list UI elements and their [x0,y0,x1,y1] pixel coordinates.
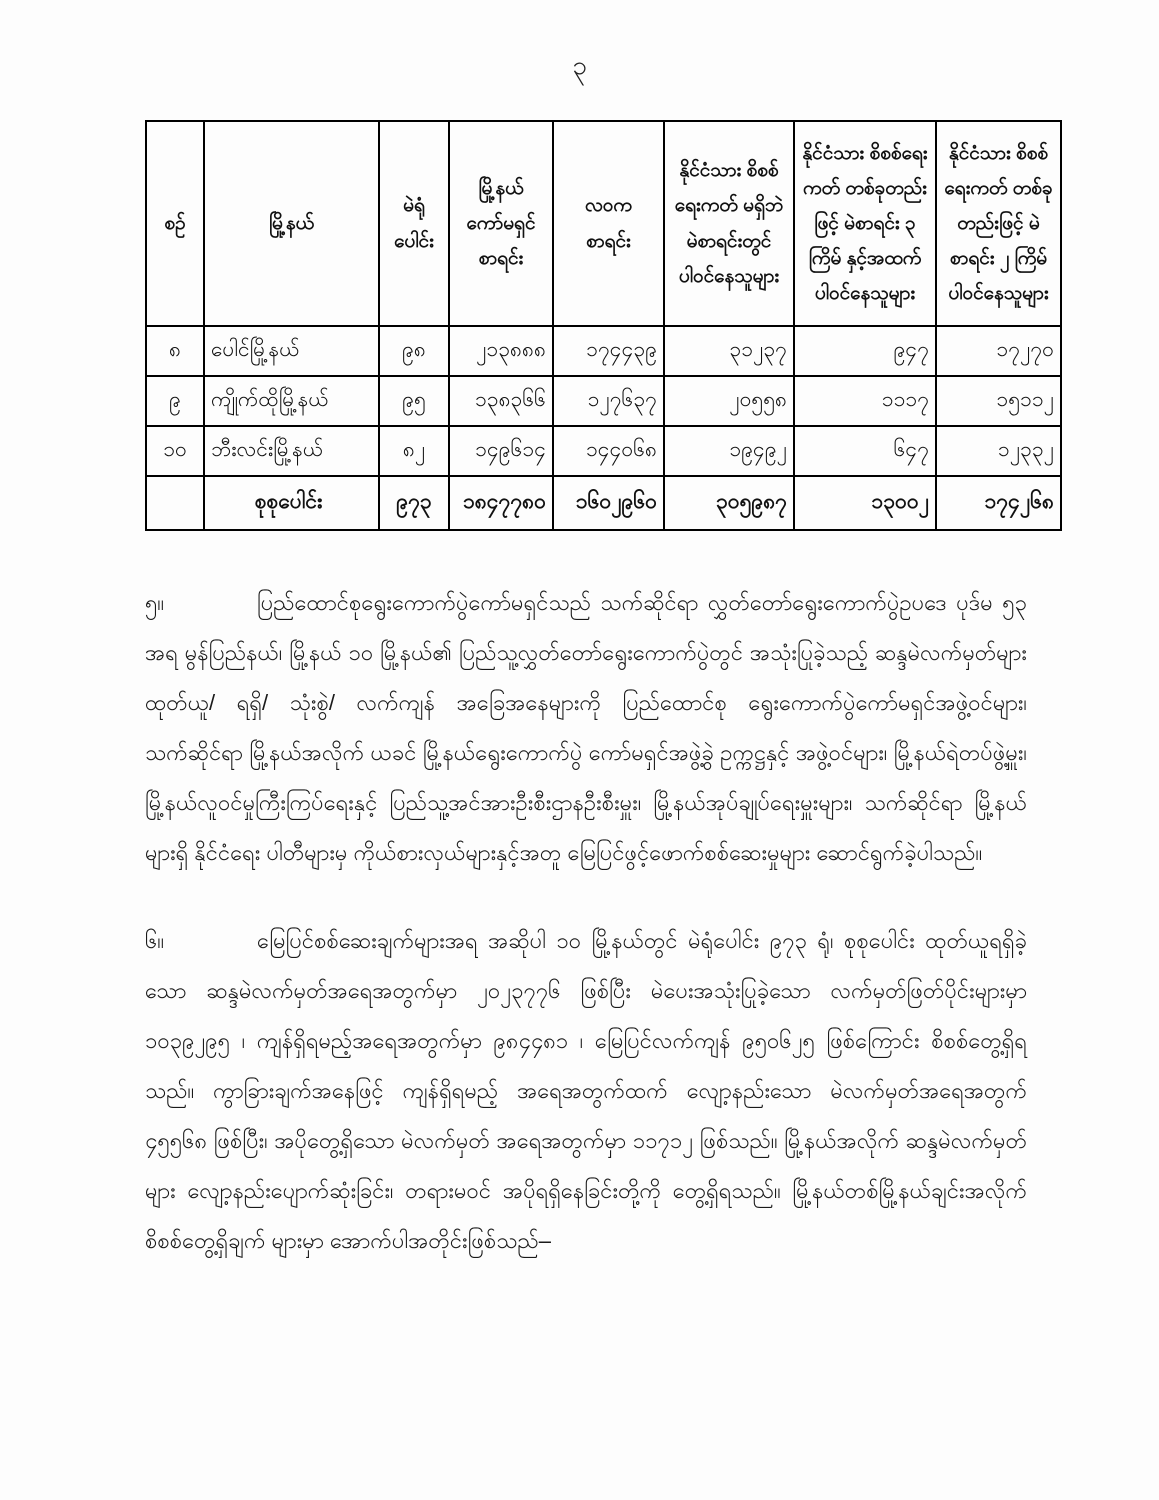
cell-immigration-list: ၁၄၄၀၆၈ [553,426,664,476]
cell-id-twice-total: ၁၇၄၂၆၈ [936,476,1061,530]
cell-commission-list: ၂၁၃၈၈၈ [449,326,553,376]
cell-total-label: စုစုပေါင်း [204,476,379,530]
paragraph-5 [145,578,1027,878]
cell-id-three-or-more: ၁၁၁၇ [794,376,936,426]
cell-township: ဘီးလင်းမြို့နယ် [204,426,379,476]
body-text [145,578,1027,1266]
table-total-row [146,476,1061,530]
cell-commission-list: ၁၄၉၆၁၄ [449,426,553,476]
paragraph-6 [145,916,1027,1266]
cell-id-three-or-more-total: ၁၃၀၀၂ [794,476,936,530]
cell-immigration-list: ၁၇၄၄၃၉ [553,326,664,376]
paragraph-6-number: ၆။ [145,928,165,953]
cell-township: ပေါင်မြို့နယ် [204,326,379,376]
cell-commission-list: ၁၃၈၃၆၆ [449,376,553,426]
cell-serial: ၉ [146,376,204,426]
voter-list-summary-table [145,120,1062,531]
header-immigration-list: လဝက စာရင်း [553,121,664,326]
cell-serial [146,476,204,530]
header-id-twice: နိုင်ငံသား စိစစ်ရေးကတ် တစ်ခုတည်းဖြင့် မဲစာရင်း ၂ ကြိမ် ပါဝင်နေသူများ [936,121,1061,326]
paragraph-6-text: မြေပြင်စစ်ဆေးချက်များအရ အဆိုပါ ၁၀ မြို့နယ်တွင် မဲရုံပေါင်း ၉၇၃ ရုံ၊ စုစုပေါင်း ထုတ်ယူရရှိခဲ့သော ဆန္ဒမဲလက်မှတ်အရေအတွက်မှာ ၂၀၂၃၇၇၆ ဖြစ်ပြီး မဲပေးအသုံးပြုခဲ့သော လက်မှတ်ဖြတ်ပိုင်းများမှာ ၁၀၃၉၂၉၅ ၊ ကျန်ရှိရမည့်အရေအတွက်မှာ ၉၈၄၄၈၁ ၊ မြေပြင်လက်ကျန် ၉၅၀၆၂၅ ဖြစ်ကြောင်း စိစစ်တွေ့ရှိရသည်။ ကွာခြားချက်အနေဖြင့် ကျန်ရှိရမည့် အရေအတွက်ထက် လျော့နည်းသော မဲလက်မှတ်အရေအတွက် ၄၅၅၆၈ ဖြစ်ပြီး၊ အပိုတွေ့ရှိသော မဲလက်မှတ် အရေအတွက်မှာ ၁၁၇၁၂ ဖြစ်သည်။ မြို့နယ်အလိုက် ဆန္ဒမဲလက်မှတ်များ လျော့နည်းပျောက်ဆုံးခြင်း၊ တရားမဝင် အပိုရရှိနေခြင်းတို့ကို တွေ့ရှိရသည်။ မြို့နယ်တစ်မြို့နယ်ချင်းအလိုက် စိစစ်တွေ့ရှိချက် များမှာ အောက်ပါအတိုင်းဖြစ်သည်– [145,928,1027,1253]
cell-no-id-card: ၃၁၂၃၇ [664,326,794,376]
page-number: ၃ [572,50,587,80]
table-row-bilin [146,426,1061,476]
header-polling-stations: မဲရုံ ပေါင်း [379,121,449,326]
header-serial: စဉ် [146,121,204,326]
cell-polling-stations: ၉၈ [379,326,449,376]
header-no-id-card: နိုင်ငံသား စိစစ်ရေးကတ် မရှိဘဲ မဲစာရင်းတွင် ပါဝင်နေသူများ [664,121,794,326]
cell-no-id-card: ၂၀၅၅၈ [664,376,794,426]
cell-commission-list-total: ၁၈၄၇၇၈၀ [449,476,553,530]
cell-polling-stations-total: ၉၇၃ [379,476,449,530]
cell-polling-stations: ၈၂ [379,426,449,476]
cell-serial: ၈ [146,326,204,376]
cell-id-twice: ၁၅၁၁၂ [936,376,1061,426]
cell-id-three-or-more: ၆၄၇ [794,426,936,476]
cell-id-twice: ၁၇၂၇၀ [936,326,1061,376]
cell-polling-stations: ၉၅ [379,376,449,426]
cell-township: ကျိုက်ထိုမြို့နယ် [204,376,379,426]
paragraph-5-number: ၅။ [145,590,165,615]
cell-immigration-list-total: ၁၆၀၂၉၆၀ [553,476,664,530]
paragraph-5-text: ပြည်ထောင်စုရွေးကောက်ပွဲကော်မရှင်သည် သက်ဆိုင်ရာ လွှတ်တော်ရွေးကောက်ပွဲဥပဒေ ပုဒ်မ ၅၃ အရ မွန်ပြည်နယ်၊ မြို့နယ် ၁၀ မြို့နယ်၏ ပြည်သူ့လွှတ်တော်ရွေးကောက်ပွဲတွင် အသုံးပြုခဲ့သည့် ဆန္ဒမဲလက်မှတ်များ ထုတ်ယူ/ ရရှိ/ သုံးစွဲ/ လက်ကျန် အခြေအနေများကို ပြည်ထောင်စု ရွေးကောက်ပွဲကော်မရှင်အဖွဲ့ဝင်များ၊ သက်ဆိုင်ရာ မြို့နယ်အလိုက် ယခင် မြို့နယ်ရွေးကောက်ပွဲ ကော်မရှင်အဖွဲ့ခွဲ ဥက္ကဋ္ဌနှင့် အဖွဲ့ဝင်များ၊ မြို့နယ်ရဲတပ်ဖွဲ့မှူး၊ မြို့နယ်လူဝင်မှုကြီးကြပ်ရေးနှင့် ပြည်သူ့အင်အားဦးစီးဌာနဦးစီးမှူး၊ မြို့နယ်အုပ်ချုပ်ရေးမှူးများ၊ သက်ဆိုင်ရာ မြို့နယ်များရှိ နိုင်ငံရေး ပါတီများမှ ကိုယ်စားလှယ်များနှင့်အတူ မြေပြင်ဖွင့်ဖောက်စစ်ဆေးမှုများ ဆောင်ရွက်ခဲ့ပါသည်။ [145,590,1027,865]
cell-id-three-or-more: ၉၄၇ [794,326,936,376]
header-id-three-or-more: နိုင်ငံသား စိစစ်ရေးကတ် တစ်ခုတည်းဖြင့် မဲစာရင်း ၃ ကြိမ် နှင့်အထက် ပါဝင်နေသူများ [794,121,936,326]
cell-no-id-card-total: ၃၀၅၉၈၇ [664,476,794,530]
cell-immigration-list: ၁၂၇၆၃၇ [553,376,664,426]
cell-serial: ၁၀ [146,426,204,476]
table-row-paung [146,326,1061,376]
table-row-kyaikto [146,376,1061,426]
cell-no-id-card: ၁၉၄၉၂ [664,426,794,476]
cell-id-twice: ၁၂၃၃၂ [936,426,1061,476]
table-header-row [146,121,1061,326]
header-commission-list: မြို့နယ် ကော်မရှင် စာရင်း [449,121,553,326]
header-township: မြို့နယ် [204,121,379,326]
